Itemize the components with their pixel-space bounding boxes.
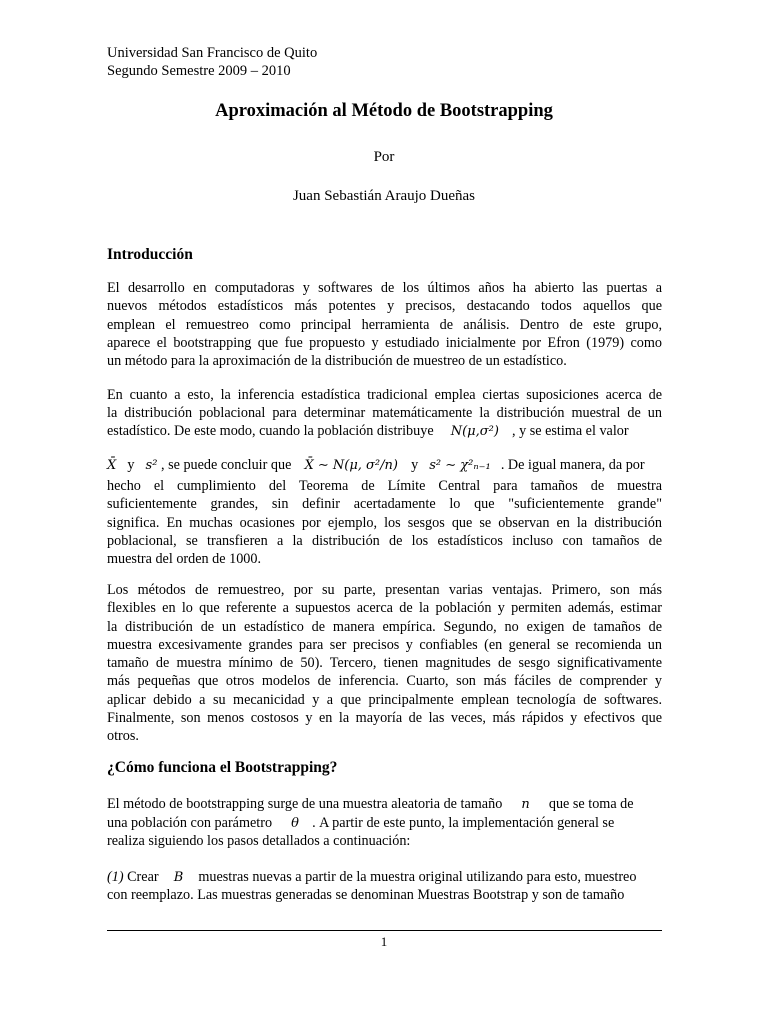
text-span: , se puede concluir que	[160, 457, 292, 473]
header-semester: Segundo Semestre 2009 – 2010	[107, 63, 291, 79]
text-span: Crear	[127, 869, 159, 885]
text-line: muestra del orden de 1000.	[107, 551, 262, 568]
text-line: nuevos métodos estadísticos más potentes y precisos, destacando todos aquellos que	[107, 298, 662, 315]
text-line: un método para la aproximación de la distribución de muestreo de un estadístico.	[107, 353, 567, 370]
text-span: , y se estima el valor	[512, 423, 629, 439]
text-span: El método de bootstrapping surge de una muestra aleatoria de tamaño	[107, 796, 503, 812]
text-span: . De igual manera, da por	[500, 457, 645, 473]
paragraph-4-line-1	[107, 796, 662, 813]
text-line: hecho el cumplimiento del Teorema de Límite Central para tamaños de muestra	[107, 478, 662, 494]
text-line: emplean el remuestreo como principal herramienta de análisis. Dentro de este grupo,	[107, 316, 662, 333]
text-span: muestras nuevas a partir de la muestra original utilizando para esto, muestreo	[198, 869, 637, 885]
n-symbol: n	[521, 797, 530, 812]
text-line: tamaño de muestra mínimo de 50). Tercero, tienen magnitudes de sesgo significativamente	[107, 655, 662, 672]
text-line: Finalmente, son menos costosos y en la mayoría de las veces, más rápidos y efectivos que	[107, 710, 662, 727]
text-line: El desarrollo en computadoras y softwares de los últimos años ha abierto las puertas a	[107, 280, 662, 296]
by-line: Por	[373, 149, 395, 165]
b-symbol: B	[173, 870, 184, 885]
paragraph-2	[107, 386, 662, 423]
text-line: flexibles en lo que referente a supuestos acerca de la población y permiten además, estimar	[107, 600, 662, 617]
header-university: Universidad San Francisco de Quito	[107, 45, 318, 61]
theta-symbol: θ	[291, 816, 299, 831]
paragraph-3	[107, 581, 662, 746]
text-line: aplicar debido a su mecanicidad y a que principalmente emplean tecnología de softwares.	[107, 691, 662, 708]
text-span: que se toma de	[548, 796, 634, 812]
step-number: (1)	[107, 869, 124, 885]
paragraph-2-continued	[107, 477, 662, 568]
text-span: estadístico. De este modo, cuando la población distribuye	[107, 423, 434, 439]
paragraph-1	[107, 279, 662, 370]
text-line: poblacional, se transfieren a la distribución de los estadísticos incluso con tamaños de	[107, 532, 662, 549]
page-number: 1	[380, 934, 388, 949]
text-line: Los métodos de remuestreo, por su parte, presentan varias ventajas. Primero, son más	[107, 582, 662, 598]
chi-squared-formula: s² ∼ χ²ₙ₋₁	[429, 458, 491, 473]
text-line: la distribución poblacional para determinar matemáticamente la distribución muestral de un	[107, 405, 662, 422]
footer-rule	[107, 930, 662, 931]
text-line: otros.	[107, 728, 139, 745]
paragraph-5-line-2: con reemplazo. Las muestras generadas se denominan Muestras Bootstrap y son de tamaño	[107, 887, 625, 903]
text-line: suficientemente grandes, sin definir acertadamente lo que "suficientemente grande"	[107, 496, 662, 513]
xbar-symbol: X̄	[107, 458, 117, 473]
math-line-1	[107, 423, 662, 440]
author-name: Juan Sebastián Araujo Dueñas	[292, 188, 476, 204]
text-span: una población con parámetro	[107, 815, 273, 831]
math-line-2	[107, 457, 662, 474]
paragraph-4-line-3: realiza siguiendo los pasos detallados a continuación:	[107, 833, 411, 849]
normal-distribution-formula: N(μ,σ²)	[450, 424, 499, 439]
paragraph-5-line-1	[107, 869, 662, 886]
document-title: Aproximación al Método de Bootstrapping	[215, 101, 553, 121]
text-line: En cuanto a esto, la inferencia estadística tradicional emplea ciertas suposiciones acerca de	[107, 387, 662, 403]
section-heading-how: ¿Cómo funciona el Bootstrapping?	[107, 759, 338, 776]
text-span: y	[127, 457, 135, 473]
s-squared-symbol: s²	[145, 458, 158, 473]
text-span: y	[411, 457, 419, 473]
paragraph-4-line-2	[107, 815, 662, 832]
text-line: aparece el bootstrapping que fue propuesto y estudiado inicialmente por Efron (1979) como	[107, 334, 662, 351]
text-line: muestra excesivamente grandes para ser precisos y confiables (en general se recomienda un	[107, 636, 662, 653]
text-line: significa. En muchas ocasiones por ejemplo, los sesgos que se observan en la distribución	[107, 514, 662, 531]
text-line: más pequeñas que otros modelos de inferencia. Cuarto, son más fáciles de comprender y	[107, 673, 662, 690]
sampling-distribution-formula: X̄ ∼ N(μ, σ²/n)	[304, 458, 398, 473]
text-span: . A partir de este punto, la implementación general se	[312, 815, 615, 831]
text-line: la distribución de un estadístico de manera empírica. Segundo, no exigen de tamaños de	[107, 618, 662, 635]
section-heading-intro: Introducción	[107, 246, 193, 263]
